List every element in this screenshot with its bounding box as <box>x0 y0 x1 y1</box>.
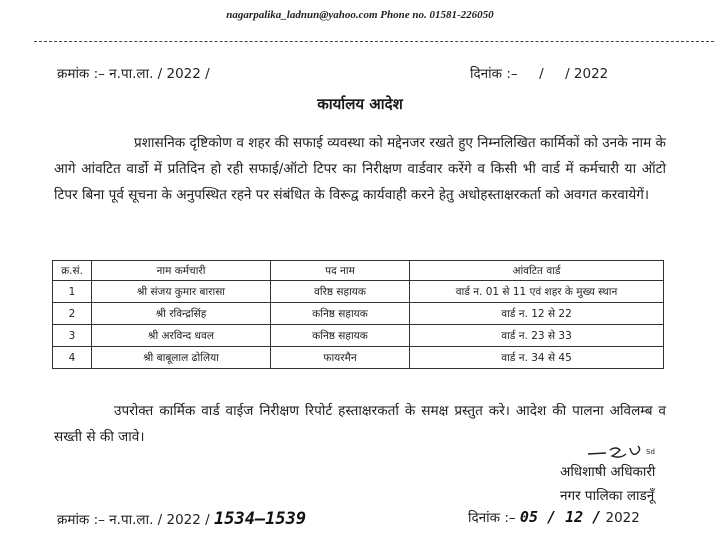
cell-ward: वार्ड न. 12 से 22 <box>410 303 664 325</box>
table-row <box>53 325 664 347</box>
cell-name: श्री अरविन्द धवल <box>92 325 271 347</box>
order-paragraph-1-text: प्रशासनिक दृष्टिकोण व शहर की सफाई व्यवस्था को मद्देनजर रखते हुए निम्नलिखित कार्मिकों को उनके नाम के आगे आंवटित वार्डो में प्रतिदिन हो रही सफाई/ऑटो टिपर का निरीक्षण वार्डवार करेंगे व किसी भी वार्ड में कर्मचारी या ऑटो टिपर बिना पूर्व सूचना के अनुपस्थित रहने पर संबंधित के विरूद्व कार्यवाही करने हेतु अधोहस्ताक्षरकर्ता को अवगत करवायेगें। <box>54 135 666 203</box>
date-bottom-prefix: दिनांक :– <box>468 510 516 526</box>
staff-allocation-table <box>52 260 664 369</box>
cell-serial: 1 <box>53 281 92 303</box>
cell-post: फायरमैन <box>271 347 410 369</box>
cell-serial: 4 <box>53 347 92 369</box>
date-bottom <box>468 508 640 526</box>
document-title: कार्यालय आदेश <box>317 95 403 113</box>
col-header-ward: आंवटित वार्ड <box>410 261 664 281</box>
col-header-name: नाम कर्मचारी <box>92 261 271 281</box>
reference-number-handwritten: 1534–1539 <box>214 509 307 529</box>
reference-number-top: क्रमांक :– न.पा.ला. / 2022 / <box>57 66 210 82</box>
table-row <box>53 303 664 325</box>
order-paragraph-2 <box>54 398 666 450</box>
table-header-row <box>53 261 664 281</box>
signatory-designation: अधिशाषी अधिकारी <box>560 464 656 480</box>
header-divider <box>34 41 714 42</box>
cell-name: श्री बाबूलाल ढोलिया <box>92 347 271 369</box>
col-header-serial: क्र.सं. <box>53 261 92 281</box>
cell-ward: वार्ड न. 23 से 33 <box>410 325 664 347</box>
cell-name: श्री रविन्द्रसिंह <box>92 303 271 325</box>
header-contact-line: nagarpalika_ladnun@yahoo.com Phone no. 01581-226050 <box>226 9 494 21</box>
reference-number-bottom <box>57 509 306 529</box>
order-paragraph-1 <box>54 130 666 208</box>
order-paragraph-2-text: उपरोक्त कार्मिक वार्ड वाईज निरीक्षण रिपोर्ट हस्ताक्षरकर्ता के समक्ष प्रस्तुत करे। आदेश की पालना अविलम्ब व सख्ती से की जावे। <box>54 403 666 445</box>
signatory-block <box>560 460 655 508</box>
table-row <box>53 281 664 303</box>
table-row <box>53 347 664 369</box>
cell-ward: वार्ड न. 01 से 11 एवं शहर के मुख्य स्थान <box>410 281 664 303</box>
cell-post: कनिष्ठ सहायक <box>271 325 410 347</box>
col-header-post: पद नाम <box>271 261 410 281</box>
cell-name: श्री संजय कुमार बारासा <box>92 281 271 303</box>
date-bottom-year: 2022 <box>605 510 640 526</box>
cell-post: कनिष्ठ सहायक <box>271 303 410 325</box>
cell-ward: वार्ड न. 34 से 45 <box>410 347 664 369</box>
date-handwritten: 05 / 12 / <box>519 508 602 526</box>
signatory-office: नगर पालिका लाडनूँ <box>560 488 655 504</box>
cell-post: वरिष्ठ सहायक <box>271 281 410 303</box>
date-top: दिनांक :– / / 2022 <box>470 66 609 82</box>
cell-serial: 3 <box>53 325 92 347</box>
cell-serial: 2 <box>53 303 92 325</box>
reference-number-bottom-prefix: क्रमांक :– न.पा.ला. / 2022 / <box>57 512 210 528</box>
signature-mark-text: Sd <box>646 448 655 456</box>
